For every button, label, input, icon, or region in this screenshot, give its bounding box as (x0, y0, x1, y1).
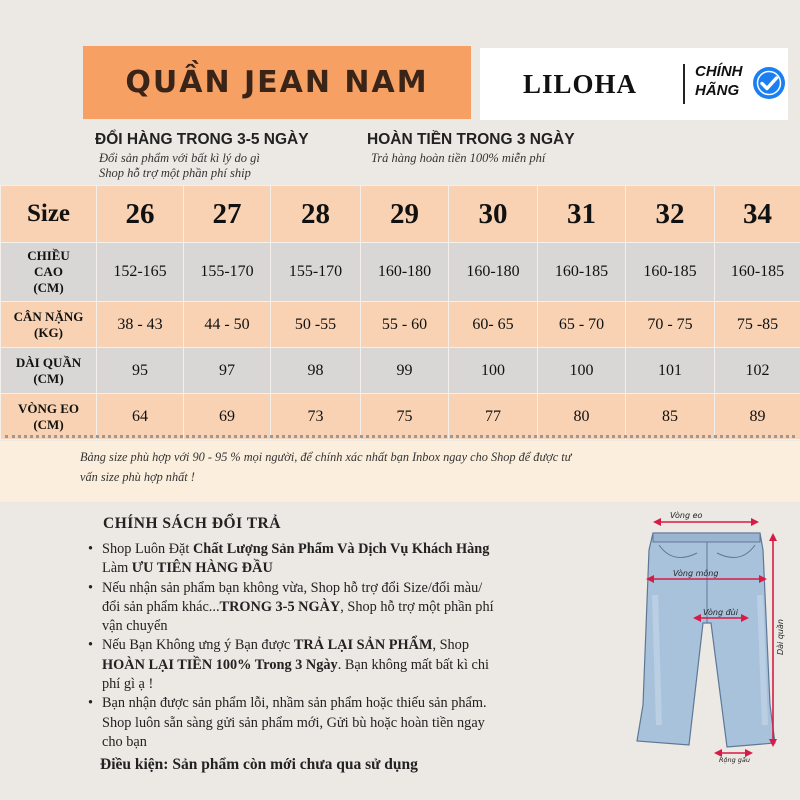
waist-cell: 73 (271, 394, 361, 440)
weight-cell: 60- 65 (449, 302, 538, 348)
refund-subtitle: Trả hàng hoàn tiền 100% miễn phí (371, 151, 546, 165)
policy-text: phí gì ạ ! (102, 676, 154, 693)
height-cell: 160-180 (361, 243, 449, 302)
size-cell: 27 (184, 186, 271, 243)
dotted-divider (5, 435, 795, 438)
exchange-title: ĐỔI HÀNG TRONG 3-5 NGÀY (95, 131, 309, 148)
label-line: CAO (34, 264, 63, 279)
policy-text: , Shop hỗ trợ một phần phí (340, 598, 494, 615)
policy-text: Shop luôn sẵn sàng gửi sản phẩm mới, Gửi bù hoặc hoàn tiền ngay (102, 714, 485, 731)
size-cell: 31 (538, 186, 626, 243)
length-cell: 101 (626, 348, 715, 394)
height-cell: 160-185 (538, 243, 626, 302)
hem-label: Rộng gấu (719, 756, 751, 764)
waist-row (1, 394, 800, 440)
size-cell: 29 (361, 186, 449, 243)
label-line: VÒNG EO (17, 400, 80, 416)
height-row-label (1, 243, 97, 302)
thigh-label: Vòng đùi (703, 608, 738, 617)
label-line: DÀI QUẦN (15, 354, 82, 370)
waist-cell: 75 (361, 394, 449, 440)
label-line: CHIỀU (27, 248, 70, 263)
weight-row-label (1, 302, 97, 348)
jeans-illustration (637, 533, 775, 747)
hip-label: Vòng mông (673, 569, 719, 578)
length-cell: 100 (538, 348, 626, 394)
waist-cell: 80 (538, 394, 626, 440)
weight-row (1, 302, 800, 348)
height-cell: 160-185 (715, 243, 800, 302)
weight-cell: 50 -55 (271, 302, 361, 348)
page-title: QUẦN JEAN NAM (125, 65, 429, 100)
policy-text: • Nếu nhận sản phẩm bạn không vừa, Shop hỗ trợ đổi Size/đổi màu/ (102, 579, 483, 596)
exchange-line-2: Shop hỗ trợ một phần phí ship (99, 166, 251, 180)
size-cell: 30 (449, 186, 538, 243)
authentic-label (695, 62, 743, 100)
policy-condition: Điều kiện: Sản phẩm còn mới chưa qua sử dụng (100, 756, 418, 773)
waist-cell: 69 (184, 394, 271, 440)
brand-name: LILOHA (522, 68, 638, 99)
policy-bold-text: HOÀN LẠI TIỀN 100% Trong 3 Ngày (102, 656, 338, 673)
height-cell: 160-180 (449, 243, 538, 302)
policy-item-defect (86, 694, 606, 752)
length-cell: 98 (271, 348, 361, 394)
exchange-subtitle (99, 151, 260, 181)
label-line: (KG) (34, 324, 63, 340)
policy-item-priority (86, 540, 606, 579)
policy-bold-text: TRẢ LẠI SẢN PHẨM (293, 637, 433, 654)
label-line: (CM) (33, 370, 64, 386)
policy-text: . Bạn không mất bất kì chi (337, 656, 489, 673)
waist-label: Vòng eo (670, 511, 703, 520)
policy-text: vận chuyển (102, 618, 168, 635)
policy-text: Nếu Bạn Không ưng ý Bạn được (102, 637, 294, 654)
jeans-measurement-diagram (615, 505, 800, 790)
length-row (1, 348, 800, 394)
waist-cell: 64 (97, 394, 184, 440)
weight-cell: 70 - 75 (626, 302, 715, 348)
length-cell: 102 (715, 348, 800, 394)
height-cell: 155-170 (184, 243, 271, 302)
label-line: CÂN NẶNG (13, 308, 84, 324)
length-label: Dài quần (776, 619, 785, 655)
length-row-label (1, 348, 97, 394)
label-line: (CM) (33, 416, 64, 432)
policy-title: CHÍNH SÁCH ĐỔI TRẢ (103, 515, 281, 532)
length-cell: 97 (184, 348, 271, 394)
weight-cell: 75 -85 (715, 302, 800, 348)
authentic-line-2: HÃNG (695, 82, 740, 99)
size-note (80, 447, 760, 487)
size-cell: 34 (715, 186, 800, 243)
size-header-label: Size (1, 186, 97, 243)
weight-cell: 38 - 43 (97, 302, 184, 348)
size-cell: 28 (271, 186, 361, 243)
exchange-line-1: Đổi sản phẩm với bất kì lý do gì (99, 151, 260, 165)
weight-cell: 55 - 60 (361, 302, 449, 348)
authentic-line-1: CHÍNH (695, 63, 743, 80)
policy-item-exchange (86, 579, 606, 637)
policy-text: Làm (102, 560, 132, 577)
length-cell: 95 (97, 348, 184, 394)
check-circle-icon (752, 66, 786, 100)
policy-bold-text: TRONG 3-5 NGÀY (219, 598, 341, 615)
policy-text: đổi sản phẩm khác... (102, 598, 220, 615)
note-line-1: Bảng size phù hợp với 90 - 95 % mọi người, để chính xác nhất bạn Inbox ngay cho Shop để được tư (80, 450, 572, 464)
length-cell: 99 (361, 348, 449, 394)
refund-title: HOÀN TIỀN TRONG 3 NGÀY (367, 131, 575, 148)
size-cell: 26 (97, 186, 184, 243)
waist-cell: 77 (449, 394, 538, 440)
height-row (1, 243, 800, 302)
waist-cell: 85 (626, 394, 715, 440)
note-line-2: vấn size phù hợp nhất ! (80, 470, 195, 484)
label-line: (CM) (33, 280, 64, 295)
size-table (0, 185, 800, 440)
height-cell: 160-185 (626, 243, 715, 302)
policy-text: • Bạn nhận được sản phẩm lỗi, nhầm sản phẩm hoặc thiếu sản phẩm. (102, 695, 487, 712)
policy-item-refund (86, 636, 606, 694)
policy-bold-text: ƯU TIÊN HÀNG ĐẦU (131, 560, 273, 577)
policy-text: Shop Luôn Đặt (102, 541, 193, 557)
policy-list (86, 540, 606, 752)
size-header-row (1, 186, 800, 243)
policy-text: cho bạn (102, 733, 147, 750)
waist-cell: 89 (715, 394, 800, 440)
weight-cell: 65 - 70 (538, 302, 626, 348)
height-cell: 155-170 (271, 243, 361, 302)
length-cell: 100 (449, 348, 538, 394)
policy-text: , Shop (432, 637, 469, 654)
waist-row-label (1, 394, 97, 440)
weight-cell: 44 - 50 (184, 302, 271, 348)
policy-bold-text: Chất Lượng Sản Phẩm Và Dịch Vụ Khách Hàng (192, 541, 490, 557)
size-cell: 32 (626, 186, 715, 243)
brand-divider (683, 64, 685, 104)
height-cell: 152-165 (97, 243, 184, 302)
